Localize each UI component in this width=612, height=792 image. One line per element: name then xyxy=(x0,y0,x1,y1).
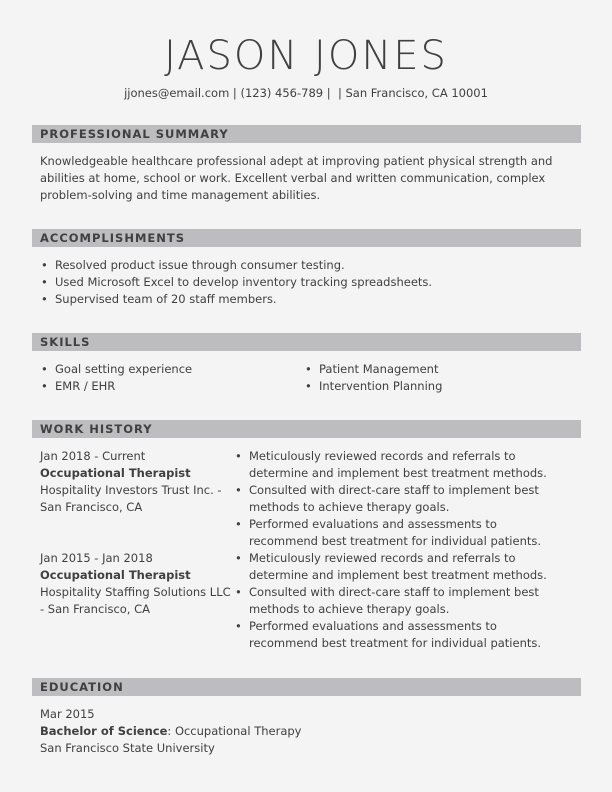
duty-line: • Performed evaluations and assessments to xyxy=(249,517,497,531)
duty-line: methods to achieve therapy goals. xyxy=(249,500,450,514)
education-degree-line xyxy=(40,723,560,740)
section-title: ACCOMPLISHMENTS xyxy=(40,231,185,245)
accomplishments-list xyxy=(41,257,561,308)
separator: | xyxy=(323,86,335,100)
list-item: • Goal setting experience xyxy=(41,361,291,378)
job-duties xyxy=(235,448,575,550)
duty-line: • Consulted with direct-care staff to implement best xyxy=(249,483,539,497)
section-header-work-history xyxy=(32,420,581,438)
list-item: • Used Microsoft Excel to develop inventory tracking spreadsheets. xyxy=(41,274,561,291)
section-header-education xyxy=(32,678,581,696)
job-duties xyxy=(235,550,575,652)
section-header-summary xyxy=(32,125,581,143)
duty-line: • Performed evaluations and assessments to xyxy=(249,619,497,633)
job-title: Occupational Therapist xyxy=(40,466,191,480)
education-entry xyxy=(40,706,560,757)
job-company: Hospitality Staffing Solutions LLC xyxy=(40,585,231,599)
section-title: PROFESSIONAL SUMMARY xyxy=(40,127,229,141)
summary-line: problem-solving and time management abilities. xyxy=(40,188,321,202)
email[interactable]: jjones@email.com xyxy=(124,86,230,100)
list-item xyxy=(235,618,575,652)
candidate-name: JASON JONES xyxy=(164,33,448,79)
job-dates: Jan 2018 - Current xyxy=(40,449,146,463)
location: San Francisco, CA 10001 xyxy=(345,86,488,100)
duty-line: • Meticulously reviewed records and referrals to xyxy=(249,449,516,463)
summary-text xyxy=(40,153,570,204)
job-summary xyxy=(40,550,235,618)
job-title: Occupational Therapist xyxy=(40,568,191,582)
separator: | xyxy=(229,86,241,100)
job-company: - San Francisco, CA xyxy=(40,602,151,616)
list-item xyxy=(235,448,575,482)
section-title: SKILLS xyxy=(40,335,91,349)
duty-line: recommend best treatment for individual patients. xyxy=(249,636,542,650)
skills-list-left xyxy=(41,361,291,395)
list-item xyxy=(235,482,575,516)
duty-line: recommend best treatment for individual patients. xyxy=(249,534,542,548)
duty-line: determine and implement best treatment methods. xyxy=(249,568,547,582)
job-summary xyxy=(40,448,235,516)
phone: (123) 456-789 xyxy=(240,86,324,100)
job-company: San Francisco, CA xyxy=(40,500,143,514)
list-item: • Intervention Planning xyxy=(305,378,555,395)
duty-line: determine and implement best treatment methods. xyxy=(249,466,547,480)
list-item: • EMR / EHR xyxy=(41,378,291,395)
section-header-skills xyxy=(32,333,581,351)
duty-line: methods to achieve therapy goals. xyxy=(249,602,450,616)
list-item xyxy=(235,516,575,550)
section-title: EDUCATION xyxy=(40,680,124,694)
duty-line: • Consulted with direct-care staff to implement best xyxy=(249,585,539,599)
job-dates: Jan 2015 - Jan 2018 xyxy=(40,551,153,565)
summary-line: abilities at home, school or work. Excellent verbal and written communication, complex xyxy=(40,171,546,185)
job-company: Hospitality Investors Trust Inc. - xyxy=(40,483,222,497)
separator: | xyxy=(334,86,346,100)
list-item: • Patient Management xyxy=(305,361,555,378)
field-of-study: Occupational Therapy xyxy=(174,724,302,738)
contact-line xyxy=(0,86,612,100)
education-date: Mar 2015 xyxy=(40,707,95,721)
list-item xyxy=(235,584,575,618)
list-item: • Resolved product issue through consumer testing. xyxy=(41,257,561,274)
duty-line: • Meticulously reviewed records and referrals to xyxy=(249,551,516,565)
degree: Bachelor of Science xyxy=(40,724,168,738)
degree-separator: : xyxy=(167,724,175,738)
skills-list-right xyxy=(305,361,555,395)
list-item: • Supervised team of 20 staff members. xyxy=(41,291,561,308)
summary-line: Knowledgeable healthcare professional adept at improving patient physical strength and xyxy=(40,154,553,168)
list-item xyxy=(235,550,575,584)
school: San Francisco State University xyxy=(40,741,215,755)
section-title: WORK HISTORY xyxy=(40,422,153,436)
section-header-accomplishments xyxy=(32,229,581,247)
